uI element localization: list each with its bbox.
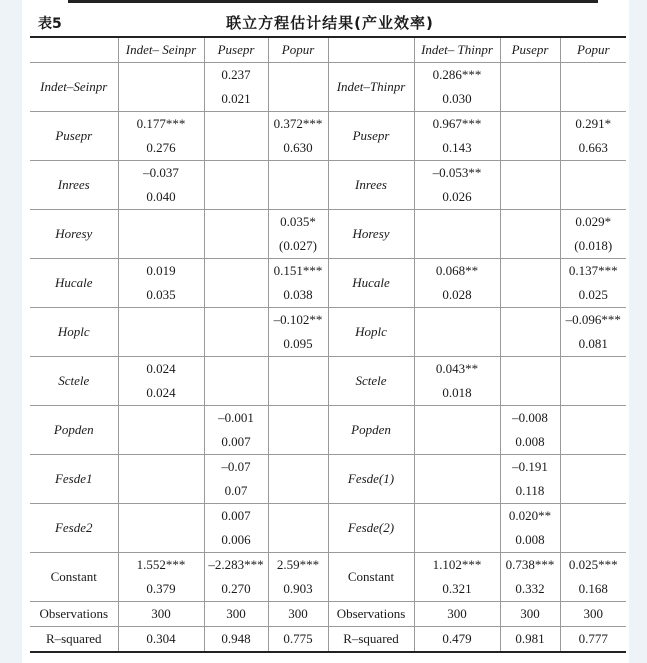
coefficient: [502, 63, 559, 87]
column-header: Indet– Seinpr: [118, 37, 204, 63]
standard-error: [120, 234, 203, 258]
results-table: [30, 36, 626, 653]
coefficient: –0.037: [143, 165, 179, 180]
table-cell: [204, 259, 268, 308]
table-cell: [560, 504, 626, 553]
table-row: [30, 406, 626, 455]
coefficient: 1.102***: [432, 557, 482, 572]
coefficient: 0.286***: [432, 67, 482, 82]
column-header: [328, 37, 414, 63]
standard-error: [502, 87, 559, 111]
coefficient: [502, 161, 559, 185]
table-cell: [118, 63, 204, 112]
standard-error: 0.379: [146, 581, 176, 596]
coefficient: [562, 406, 626, 430]
table-cell: 0.981: [500, 627, 560, 653]
row-label-right: Fesde(1): [328, 455, 414, 504]
coefficient: –0.07: [221, 459, 251, 474]
coefficient: [120, 455, 203, 479]
table-cell: 0.948: [204, 627, 268, 653]
row-label-right: Sctele: [328, 357, 414, 406]
table-cell: [118, 210, 204, 259]
table-cell: [204, 210, 268, 259]
table-row: [30, 308, 626, 357]
table-cell: [500, 161, 560, 210]
standard-error: [206, 136, 267, 160]
column-header: Indet– Thinpr: [414, 37, 500, 63]
row-label-right: R–squared: [328, 627, 414, 653]
document-page: [30, 8, 630, 653]
standard-error: [120, 479, 203, 503]
table-cell: [414, 357, 500, 406]
table-cell: [500, 357, 560, 406]
row-label-right: Popden: [328, 406, 414, 455]
row-label-right: Horesy: [328, 210, 414, 259]
table-row: [30, 455, 626, 504]
coefficient: 0.177***: [136, 116, 186, 131]
standard-error: 0.007: [221, 434, 251, 449]
coefficient: [502, 112, 559, 136]
coefficient: [416, 210, 499, 234]
coefficient: 0.035*: [280, 214, 316, 229]
row-label-left: Fesde2: [30, 504, 118, 553]
coefficient: [416, 504, 499, 528]
standard-error: [120, 430, 203, 454]
table-cell: [204, 161, 268, 210]
coefficient: 2.59***: [276, 557, 320, 572]
table-cell: [268, 553, 328, 602]
standard-error: [270, 528, 327, 552]
row-label-left: Inrees: [30, 161, 118, 210]
table-cell: [204, 357, 268, 406]
table-cell: [268, 210, 328, 259]
coefficient: [562, 504, 626, 528]
coefficient: [502, 259, 559, 283]
coefficient: –0.001: [218, 410, 254, 425]
coefficient: [562, 357, 626, 381]
table-row: [30, 259, 626, 308]
coefficient: [270, 406, 327, 430]
standard-error: [206, 283, 267, 307]
row-label-left: Pusepr: [30, 112, 118, 161]
standard-error: [502, 381, 559, 405]
standard-error: [502, 185, 559, 209]
coefficient: –0.008: [512, 410, 548, 425]
table-row: [30, 63, 626, 112]
standard-error: [562, 87, 626, 111]
coefficient: 0.024: [146, 361, 176, 376]
standard-error: [416, 479, 499, 503]
standard-error: [502, 234, 559, 258]
coefficient: [270, 63, 327, 87]
table-cell: [204, 504, 268, 553]
standard-error: [562, 381, 626, 405]
standard-error: 0.07: [224, 483, 248, 498]
table-cell: 300: [268, 602, 328, 627]
table-cell: [414, 504, 500, 553]
table-cell: [204, 406, 268, 455]
coefficient: [562, 455, 626, 479]
standard-error: 0.321: [442, 581, 472, 596]
standard-error: [270, 381, 327, 405]
coefficient: [502, 357, 559, 381]
coefficient: 0.137***: [568, 263, 618, 278]
standard-error: [502, 283, 559, 307]
table-cell: 300: [204, 602, 268, 627]
row-label-right: Indet–Thinpr: [328, 63, 414, 112]
table-cell: 0.479: [414, 627, 500, 653]
row-label-left: Observations: [30, 602, 118, 627]
standard-error: 0.038: [283, 287, 313, 302]
row-label-left: Horesy: [30, 210, 118, 259]
table-cell: [560, 357, 626, 406]
standard-error: 0.081: [578, 336, 608, 351]
standard-error: [270, 87, 327, 111]
table-cell: [268, 259, 328, 308]
coefficient: –0.053**: [432, 165, 482, 180]
column-header: [30, 37, 118, 63]
table-cell: [560, 553, 626, 602]
coefficient: [206, 112, 267, 136]
row-label-left: R–squared: [30, 627, 118, 653]
standard-error: 0.276: [146, 140, 176, 155]
coefficient: [120, 63, 203, 87]
table-cell: [560, 161, 626, 210]
standard-error: [206, 381, 267, 405]
standard-error: 0.630: [283, 140, 313, 155]
table-cell: [268, 455, 328, 504]
table-cell: [268, 308, 328, 357]
standard-error: 0.118: [515, 483, 545, 498]
table-cell: [560, 63, 626, 112]
standard-error: 0.006: [221, 532, 251, 547]
table-cell: [204, 553, 268, 602]
table-cell: [204, 63, 268, 112]
footer-row: [30, 627, 626, 653]
standard-error: 0.008: [515, 434, 545, 449]
standard-error: 0.024: [146, 385, 176, 400]
standard-error: 0.035: [146, 287, 176, 302]
table-cell: [414, 455, 500, 504]
table-cell: [118, 504, 204, 553]
table-cell: [560, 259, 626, 308]
coefficient: [270, 357, 327, 381]
column-header: Popur: [560, 37, 626, 63]
table-cell: 0.304: [118, 627, 204, 653]
table-cell: [268, 112, 328, 161]
table-row: [30, 112, 626, 161]
standard-error: [502, 136, 559, 160]
standard-error: [270, 430, 327, 454]
table-row: [30, 504, 626, 553]
table-cell: [560, 112, 626, 161]
table-cell: [414, 553, 500, 602]
coefficient: [120, 504, 203, 528]
table-cell: [500, 308, 560, 357]
coefficient: 1.552***: [136, 557, 186, 572]
column-header: Popur: [268, 37, 328, 63]
table-cell: [268, 406, 328, 455]
row-label-left: Indet–Seinpr: [30, 63, 118, 112]
coefficient: –0.191: [512, 459, 548, 474]
standard-error: 0.030: [442, 91, 472, 106]
coefficient: 0.291*: [575, 116, 612, 131]
standard-error: [206, 332, 267, 356]
coefficient: 0.007: [221, 508, 251, 523]
coefficient: 0.029*: [575, 214, 612, 229]
coefficient: [206, 357, 267, 381]
standard-error: [562, 185, 626, 209]
coefficient: 0.019: [146, 263, 176, 278]
table-cell: [118, 357, 204, 406]
table-number: 表5: [38, 16, 62, 32]
standard-error: 0.025: [578, 287, 608, 302]
table-cell: [500, 504, 560, 553]
table-cell: [118, 259, 204, 308]
footer-row: [30, 602, 626, 627]
table-cell: [560, 455, 626, 504]
table-cell: [500, 455, 560, 504]
coefficient: 0.151***: [273, 263, 323, 278]
coefficient: –0.102**: [273, 312, 323, 327]
standard-error: (0.027): [279, 238, 317, 253]
table-cell: [118, 553, 204, 602]
standard-error: 0.270: [221, 581, 251, 596]
table-cell: [118, 112, 204, 161]
standard-error: 0.040: [146, 189, 176, 204]
standard-error: 0.663: [578, 140, 608, 155]
table-cell: [268, 161, 328, 210]
coefficient: [502, 210, 559, 234]
table-title: 联立方程估计结果(产业效率): [226, 14, 434, 32]
table-row: [30, 161, 626, 210]
standard-error: [562, 430, 626, 454]
coefficient: [120, 210, 203, 234]
coefficient: 0.020**: [508, 508, 552, 523]
table-row: [30, 210, 626, 259]
standard-error: 0.903: [283, 581, 313, 596]
standard-error: 0.008: [515, 532, 545, 547]
standard-error: [206, 234, 267, 258]
standard-error: [562, 479, 626, 503]
coefficient: [270, 455, 327, 479]
coefficient: 0.237: [221, 67, 251, 82]
coefficient: 0.738***: [505, 557, 555, 572]
table-cell: [560, 406, 626, 455]
standard-error: [416, 332, 499, 356]
standard-error: 0.026: [442, 189, 472, 204]
row-label-left: Fesde1: [30, 455, 118, 504]
coefficient: [206, 161, 267, 185]
row-label-left: Constant: [30, 553, 118, 602]
standard-error: (0.018): [574, 238, 613, 253]
coefficient: 0.967***: [432, 116, 482, 131]
table-cell: [204, 455, 268, 504]
table-cell: [204, 112, 268, 161]
left-background-band: [0, 0, 22, 663]
standard-error: [270, 185, 327, 209]
table-cell: [500, 406, 560, 455]
table-cell: [414, 161, 500, 210]
coefficient: [206, 308, 267, 332]
coefficient: [270, 504, 327, 528]
table-cell: [500, 63, 560, 112]
table-cell: [414, 210, 500, 259]
table-cell: 0.775: [268, 627, 328, 653]
top-rule: [68, 0, 598, 3]
standard-error: 0.143: [442, 140, 472, 155]
standard-error: [562, 528, 626, 552]
table-cell: [414, 406, 500, 455]
standard-error: 0.018: [442, 385, 472, 400]
coefficient: –0.096***: [565, 312, 621, 327]
row-label-left: Sctele: [30, 357, 118, 406]
coefficient: [270, 161, 327, 185]
table-cell: [118, 455, 204, 504]
coefficient: [416, 455, 499, 479]
standard-error: [206, 185, 267, 209]
coefficient: –2.283***: [208, 557, 264, 572]
table-cell: [268, 504, 328, 553]
coefficient: [416, 308, 499, 332]
table-cell: [414, 259, 500, 308]
coefficient: 0.372***: [273, 116, 323, 131]
table-cell: [204, 308, 268, 357]
table-caption: [30, 8, 630, 36]
standard-error: 0.028: [442, 287, 472, 302]
standard-error: 0.021: [221, 91, 251, 106]
standard-error: 0.332: [515, 581, 545, 596]
coefficient: [206, 259, 267, 283]
column-header: Pusepr: [204, 37, 268, 63]
standard-error: [502, 332, 559, 356]
row-label-right: Constant: [328, 553, 414, 602]
standard-error: [120, 87, 203, 111]
table-cell: [118, 308, 204, 357]
table-cell: 300: [414, 602, 500, 627]
table-cell: 300: [118, 602, 204, 627]
row-label-left: Hoplc: [30, 308, 118, 357]
column-header: Pusepr: [500, 37, 560, 63]
coefficient: 0.025***: [568, 557, 618, 572]
table-cell: [268, 63, 328, 112]
row-label-right: Inrees: [328, 161, 414, 210]
table-cell: [500, 112, 560, 161]
row-label-right: Hucale: [328, 259, 414, 308]
table-cell: [500, 210, 560, 259]
standard-error: 0.168: [578, 581, 608, 596]
table-cell: 300: [500, 602, 560, 627]
table-cell: [560, 210, 626, 259]
table-cell: [560, 308, 626, 357]
table-cell: 0.777: [560, 627, 626, 653]
coefficient: [206, 210, 267, 234]
coefficient: 0.043**: [435, 361, 479, 376]
row-label-right: Hoplc: [328, 308, 414, 357]
row-label-right: Pusepr: [328, 112, 414, 161]
standard-error: [416, 430, 499, 454]
right-background-band: [629, 0, 647, 663]
coefficient: [416, 406, 499, 430]
table-row: [30, 553, 626, 602]
table-cell: [118, 406, 204, 455]
row-label-left: Hucale: [30, 259, 118, 308]
standard-error: [416, 528, 499, 552]
table-cell: [268, 357, 328, 406]
coefficient: [502, 308, 559, 332]
table-cell: [414, 308, 500, 357]
header-row: [30, 37, 626, 63]
table-cell: [414, 112, 500, 161]
standard-error: [416, 234, 499, 258]
coefficient: [120, 406, 203, 430]
coefficient: [562, 63, 626, 87]
table-cell: [414, 63, 500, 112]
table-cell: [500, 553, 560, 602]
table-row: [30, 357, 626, 406]
table-cell: [118, 161, 204, 210]
coefficient: [562, 161, 626, 185]
coefficient: 0.068**: [435, 263, 479, 278]
row-label-left: Popden: [30, 406, 118, 455]
coefficient: [120, 308, 203, 332]
table-cell: 300: [560, 602, 626, 627]
row-label-right: Fesde(2): [328, 504, 414, 553]
standard-error: [270, 479, 327, 503]
standard-error: 0.095: [283, 336, 313, 351]
table-cell: [500, 259, 560, 308]
row-label-right: Observations: [328, 602, 414, 627]
standard-error: [120, 528, 203, 552]
standard-error: [120, 332, 203, 356]
